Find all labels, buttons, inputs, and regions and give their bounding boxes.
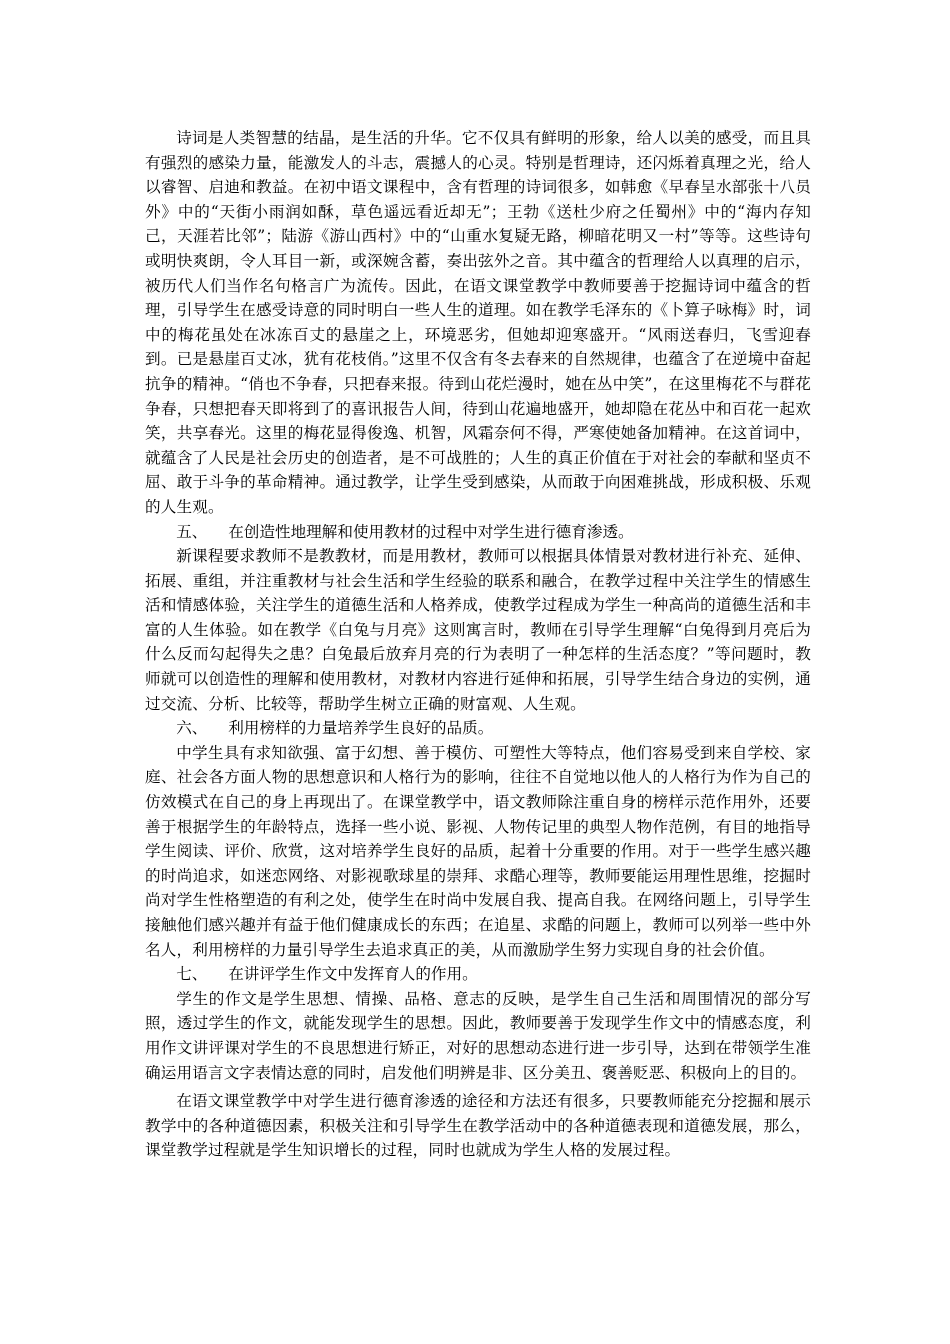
paragraph-role-models: 中学生具有求知欲强、富于幻想、善于模仿、可塑性大等特点，他们容易受到来自学校、家庭、社会各方面人物的思想意识和人格行为的影响，往往不自觉地以他人的人格行为作为自己的仿效模式在自己的身上再现出了。在课堂教学中，语文教师除注重自身的榜样示范作用外，还要善于根据学生的年龄特点，选择一些小说、影视、人物传记里的典型人物作范例，有目的地指导学生阅读、评价、欣赏，这对培养学生良好的品质，起着十分重要的作用。对于一些学生感兴趣的时尚追求，如迷恋网络、对影视歌球星的崇拜、求酷心理等，教师要能运用理性思维，挖掘时尚对学生性格塑造的有利之处，使学生在时尚中发展自我、提高自我。在网络问题上，引导学生接触他们感兴趣并有益于他们健康成长的东西；在追星、求酷的问题上，教师可以列举一些中外名人，利用榜样的力量引导学生去追求真正的美，从而激励学生努力实现自身的社会价值。 xyxy=(145,743,811,959)
section-number-7: 七、 xyxy=(176,965,208,984)
section-title-5: 在创造性地理解和使用教材的过程中对学生进行德育渗透。 xyxy=(228,522,634,541)
section-heading-7 xyxy=(145,962,811,987)
section-number-6: 六、 xyxy=(176,719,208,738)
section-title-6: 利用榜样的力量培养学生良好的品质。 xyxy=(228,719,494,738)
section-number-5: 五、 xyxy=(176,522,208,541)
section-heading-6 xyxy=(145,716,811,741)
section-title-7: 在讲评学生作文中发挥育人的作用。 xyxy=(228,965,478,984)
paragraph-composition-review: 学生的作文是学生思想、情操、品格、意志的反映，是学生自己生活和周围情况的部分写照，透过学生的作文，就能发现学生的思想。因此，教师要善于发现学生作文中的情感态度，利用作文讲评课对学生的不良思想进行矫正，对好的思想动态进行进一步引导，达到在带领学生准确运用语言文字表情达意的同时，启发他们明辨是非、区分美丑、褒善贬恶、积极向上的目的。 xyxy=(145,989,811,1082)
paragraph-conclusion: 在语文课堂教学中对学生进行德育渗透的途径和方法还有很多，只要教师能充分挖掘和展示教学中的各种道德因素，积极关注和引导学生在教学活动中的各种道德表现和道德发展，那么，课堂教学过程就是学生知识增长的过程，同时也就成为学生人格的发展过程。 xyxy=(145,1092,811,1160)
paragraph-poetry-philosophy: 诗词是人类智慧的结晶，是生活的升华。它不仅具有鲜明的形象，给人以美的感受，而且具有强烈的感染力量，能激发人的斗志，震撼人的心灵。特别是哲理诗，还闪烁着真理之光，给人以睿智、启迪和教益。在初中语文课程中，含有哲理的诗词很多，如韩愈《早春呈水部张十八员外》中的“天街小雨润如酥，草色遥远看近却无”；王勃《送杜少府之任蜀州》中的“海内存知己，天涯若比邻”；陆游《游山西村》中的“山重水复疑无路，柳暗花明又一村”等等。这些诗句或明快爽朗，令人耳目一新，或深婉含蓄，奏出弦外之音。其中蕴含的哲理给人以真理的启示，被历代人们当作名句格言广为流传。因此，在语文课堂教学中教师要善于挖掘诗词中蕴含的哲理，引导学生在感受诗意的同时明白一些人生的道理。如在教学毛泽东的《卜算子咏梅》时，词中的梅花虽处在冰冻百丈的悬崖之上，环境恶劣，但她却迎寒盛开。“风雨送春归，飞雪迎春到。已是悬崖百丈冰，犹有花枝俏。”这里不仅含有冬去春来的自然规律，也蕴含了在逆境中奋起抗争的精神。“俏也不争春，只把春来报。待到山花烂漫时，她在丛中笑”，在这里梅花不与群花争春，只想把春天即将到了的喜讯报告人间，待到山花遍地盛开，她却隐在花丛中和百花一起欢笑，共享春光。这里的梅花显得俊逸、机智，风霜奈何不得，严寒使她备加精神。在这首词中，就蕴含了人民是社会历史的创造者，是不可战胜的；人生的真正价值在于对社会的奉献和坚贞不屈、敢于斗争的革命精神。通过教学，让学生受到感染，从而敢于向困难挑战，形成积极、乐观的人生观。 xyxy=(145,129,811,516)
paragraph-creative-textbook: 新课程要求教师不是教教材，而是用教材，教师可以根据具体情景对教材进行补充、延伸、拓展、重组，并注重教材与社会生活和学生经验的联系和融合，在教学过程中关注学生的情感生活和情感体验，关注学生的道德生活和人格养成，使教学过程成为学生一种高尚的道德生活和丰富的人生体验。如在教学《白兔与月亮》这则寓言时，教师在引导学生理解“白兔得到月亮后为什么反而勾起得失之患？白兔最后放弃月亮的行为表明了一种怎样的生活态度？”等问题时，教师就可以创造性的理解和使用教材，对教材内容进行延伸和拓展，引导学生结合身边的实例，通过交流、分析、比较等，帮助学生树立正确的财富观、人生观。 xyxy=(145,547,811,713)
section-heading-5 xyxy=(145,520,811,545)
document-page xyxy=(145,126,811,1163)
